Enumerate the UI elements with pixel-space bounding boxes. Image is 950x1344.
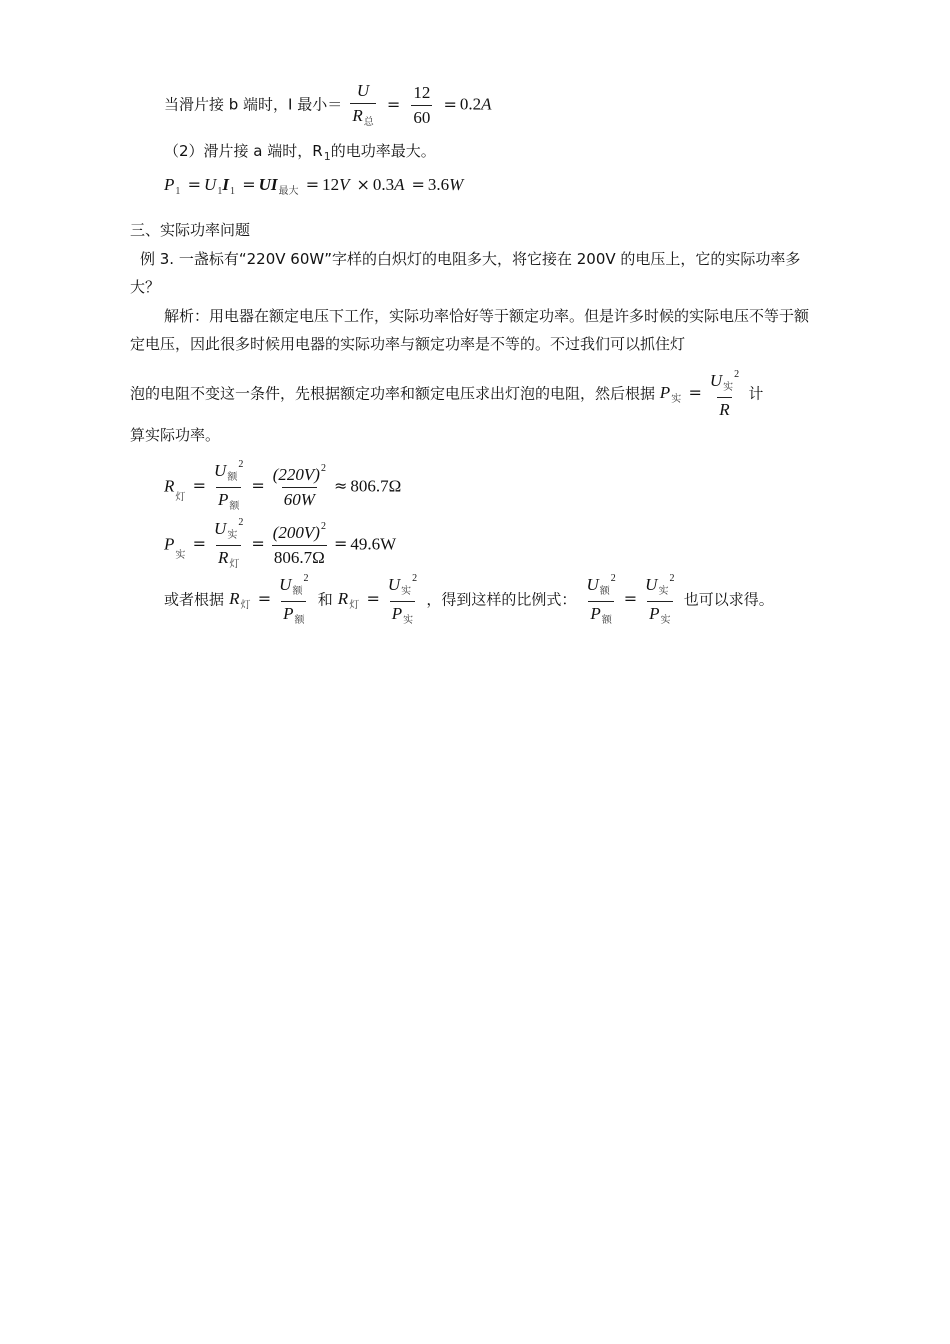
fraction-u2-over-p — [212, 460, 245, 512]
p1-var: P — [164, 175, 175, 194]
u-sub: 额 — [599, 586, 610, 597]
u-sup: 2 — [412, 573, 418, 584]
equals-sign: = — [192, 476, 207, 495]
fraction-220v — [271, 464, 328, 509]
p-var: P — [164, 534, 175, 554]
equals-sign: = — [411, 175, 425, 194]
fraction-12-60 — [411, 84, 432, 127]
analysis-line-4: 算实际功率。 — [130, 426, 221, 444]
result-unit: A — [481, 94, 492, 114]
fraction-actual — [386, 574, 419, 626]
p-sub: 额 — [294, 614, 305, 626]
fraction-u2-over-r — [708, 370, 741, 418]
analysis-text-2a: 泡的电阻不变这一条件，先根据额定功率和额定电压求出灯泡的电阻，然后根据 — [130, 384, 656, 403]
fraction-u2-over-r-lamp — [212, 518, 245, 570]
fraction-ratio-left — [584, 574, 617, 626]
p-var: P — [590, 603, 601, 623]
u-sub: 实 — [723, 382, 734, 393]
ui-var: UI — [258, 175, 278, 194]
u-var: U — [645, 575, 658, 594]
approx-sign: ≈ — [333, 476, 348, 495]
u-sup: 2 — [734, 369, 740, 380]
u-sup: 2 — [238, 459, 244, 470]
text-or-according: 或者根据 — [164, 590, 225, 609]
u-sub: 实 — [227, 530, 238, 541]
u-var: U — [586, 575, 599, 594]
value-0-3: 0.3 — [372, 175, 395, 194]
u-sub: 额 — [227, 472, 238, 483]
u-sub: 实 — [658, 586, 669, 597]
equation-p-shi — [164, 518, 396, 570]
formula-r-rated — [229, 573, 318, 626]
r-sub: 灯 — [175, 491, 186, 503]
r-var: R — [717, 397, 731, 419]
p-sub: 实 — [175, 549, 186, 561]
p-sub: 额 — [601, 614, 612, 626]
u-var: U — [709, 371, 723, 390]
num-200v: (200V) — [272, 522, 320, 542]
equals-sign: = — [257, 588, 272, 608]
p1-sub: 1 — [175, 186, 181, 197]
formula-ratio — [581, 573, 683, 626]
unit-a: A — [394, 175, 405, 194]
p-var: P — [659, 383, 671, 403]
p-var: P — [283, 603, 294, 623]
p-sub: 实 — [671, 394, 682, 406]
fraction-u-over-r — [350, 82, 375, 128]
equals-sign: = — [242, 175, 256, 194]
u-sup: 2 — [669, 573, 675, 584]
text-and: 和 — [317, 590, 333, 609]
i1-sub: 1 — [229, 186, 235, 197]
equals-sign: = — [187, 175, 202, 194]
line-b-end-current — [164, 82, 491, 128]
equals-sign: = — [251, 476, 265, 495]
text-a-end-1: （2）滑片接 a 端时，R — [164, 142, 323, 160]
u1-sub: 1 — [217, 186, 223, 197]
times-sign: × — [356, 175, 370, 194]
num-220v: (220V) — [272, 464, 320, 484]
frac-den: R — [352, 105, 363, 125]
p-var: P — [391, 603, 403, 623]
u-var: U — [387, 575, 401, 594]
value-12: 12 — [322, 175, 340, 194]
fraction-rated — [277, 574, 310, 626]
equals-sign: = — [386, 94, 401, 114]
equals-sign: = — [333, 534, 348, 553]
unit-v: V — [339, 175, 350, 194]
r-var: R — [217, 547, 229, 567]
line-a-end — [164, 144, 436, 162]
ratio-line — [164, 574, 774, 626]
r-var: R — [164, 476, 175, 496]
fraction-200v — [271, 522, 328, 567]
value-3-6: 3.6 — [427, 175, 450, 194]
u-sup: 2 — [303, 573, 309, 584]
equation-r-lamp — [164, 460, 401, 512]
num-sup: 2 — [320, 520, 326, 532]
analysis-line-3 — [130, 370, 763, 418]
i1-var: I — [222, 175, 229, 194]
u-sup: 2 — [610, 573, 616, 584]
u-sub: 实 — [401, 586, 412, 597]
r-var: R — [229, 588, 240, 608]
formula-r-actual — [337, 573, 427, 626]
unit-w: W — [449, 175, 464, 194]
text-also-obtain: 也可以求得。 — [683, 590, 774, 609]
u-sup: 2 — [238, 517, 244, 528]
section-title: 三、实际功率问题 — [130, 221, 251, 239]
equals-sign: = — [251, 534, 265, 553]
u-sub: 额 — [292, 586, 303, 597]
analysis-text-2b: 计 — [748, 384, 764, 403]
r-sub: 灯 — [229, 558, 240, 570]
text-b-end: 当滑片接 b 端时，I 最小＝ — [164, 95, 343, 114]
line-p1-equation — [164, 176, 463, 197]
equals-sign: = — [443, 94, 457, 114]
p-var: P — [649, 603, 660, 623]
result-806: 806.7Ω — [350, 476, 402, 496]
example-3-text: 例 3. 一盏标有“220V 60W”字样的白炽灯的电阻多大，将它接在 200V 的电压上，它的实际功率多大？ — [130, 250, 801, 296]
p-sub: 实 — [660, 614, 671, 626]
equals-sign: = — [366, 588, 380, 608]
ui-sub: 最大 — [278, 186, 299, 197]
text-a-end-2: 的电功率最大。 — [330, 142, 436, 160]
p-var: P — [217, 489, 229, 509]
frac-den-sub: 总 — [363, 116, 374, 128]
result-49-6: 49.6W — [350, 534, 397, 554]
num-sup: 2 — [320, 462, 326, 474]
r-sub: 灯 — [349, 599, 360, 611]
frac-num: U — [356, 81, 370, 100]
equals-sign: = — [192, 534, 207, 553]
p-sub: 额 — [229, 500, 240, 512]
r-sub: 灯 — [240, 599, 251, 611]
u-var: U — [214, 461, 227, 480]
text-ratio: ，得到这样的比例式： — [426, 590, 577, 609]
frac-num-12: 12 — [413, 82, 431, 102]
r-var: R — [337, 588, 349, 608]
u1-var: U — [204, 175, 217, 194]
frac-den-60: 60 — [411, 105, 432, 127]
fraction-ratio-right — [643, 574, 676, 626]
r-sub-1: 1 — [323, 150, 331, 163]
p-sub: 实 — [403, 614, 414, 626]
equals-sign: = — [305, 175, 320, 194]
result-value: 0.2 — [459, 94, 482, 114]
analysis-paragraph-1: 解析：用电器在额定电压下工作，实际功率恰好等于额定功率。但是许多时候的实际电压不等于额定电压，因此很多时候用电器的实际功率与额定功率是不等的。不过我们可以抓住灯 — [130, 307, 810, 353]
formula-p-shi — [659, 369, 749, 419]
den-60w: 60W — [282, 487, 317, 509]
equals-sign: = — [688, 383, 702, 403]
equals-sign: = — [623, 588, 638, 608]
u-var: U — [279, 575, 292, 594]
u-var: U — [214, 519, 227, 538]
den-806: 806.7Ω — [272, 545, 327, 567]
